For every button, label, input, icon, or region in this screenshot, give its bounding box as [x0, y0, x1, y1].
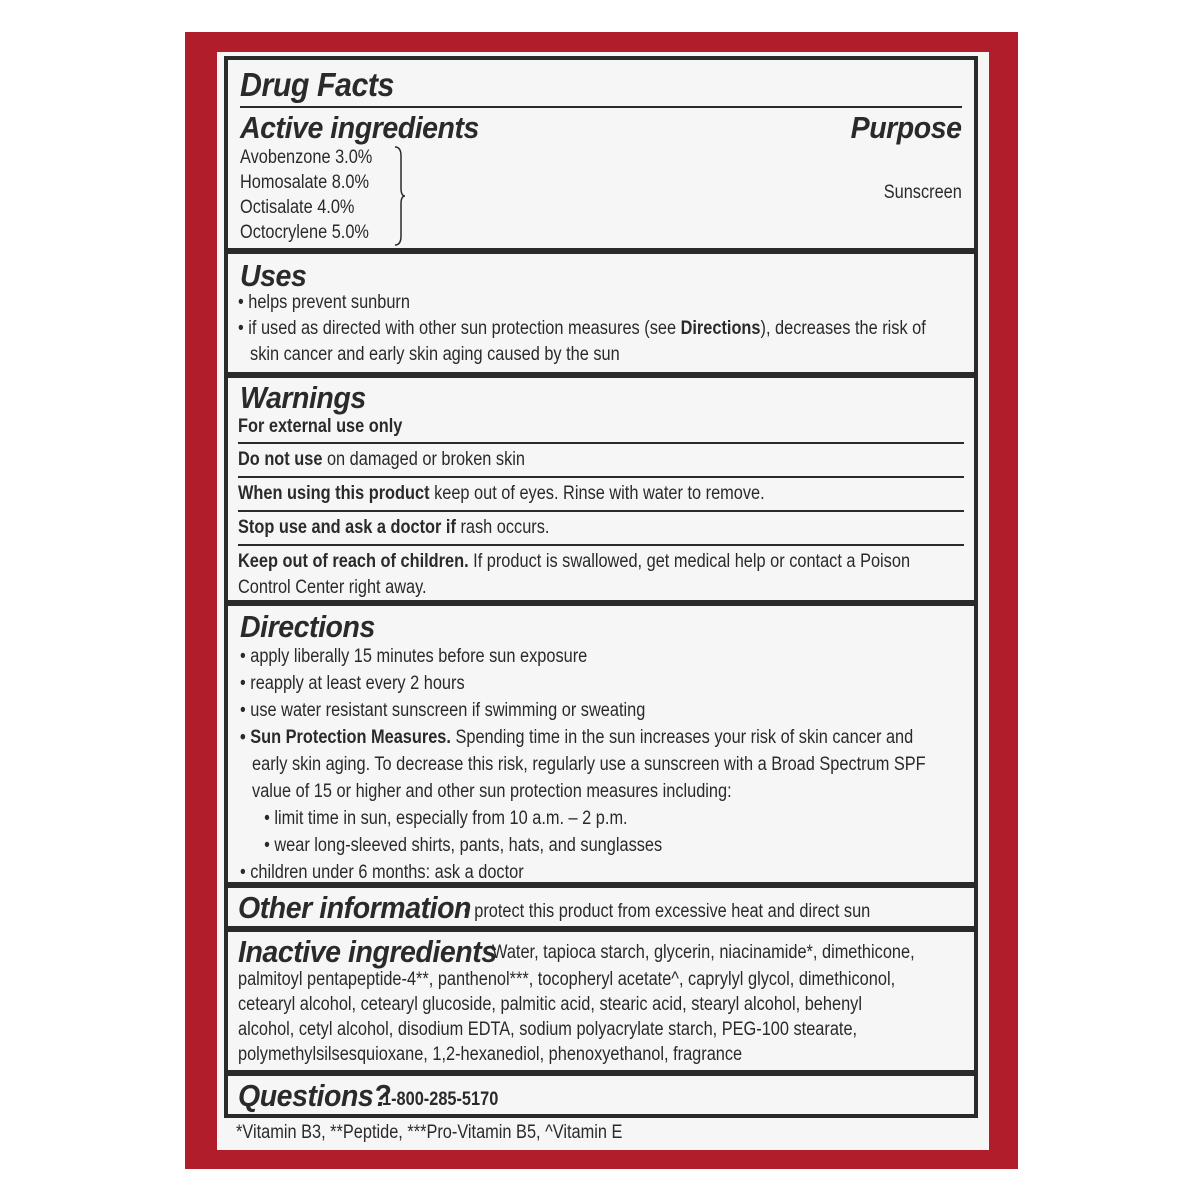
inactive-ingredients-line: Water, tapioca starch, glycerin, niacinamide*, dimethicone,: [492, 942, 915, 963]
drug-facts-title: Drug Facts: [240, 66, 394, 103]
stop-use-line: Stop use and ask a doctor if rash occurs.: [238, 517, 550, 538]
active-ingredient-item: Octisalate 4.0%: [240, 197, 355, 218]
footnote: *Vitamin B3, **Peptide, ***Pro-Vitamin B5, ^Vitamin E: [236, 1122, 623, 1143]
active-ingredient-item: Octocrylene 5.0%: [240, 222, 369, 243]
warnings-rule: [238, 510, 964, 512]
active-ingredients-heading: Active ingredients: [240, 110, 479, 145]
uses-heading: Uses: [240, 258, 307, 293]
uses-item-continued: skin cancer and early skin aging caused by the sun: [250, 344, 620, 365]
uses-item: • helps prevent sunburn: [238, 292, 410, 313]
warnings-rule: [238, 442, 964, 444]
warnings-rule: [238, 476, 964, 478]
uses-item: • if used as directed with other sun protection measures (see Directions), decreases the risk of: [238, 318, 926, 339]
directions-box: [224, 602, 978, 886]
active-ingredient-item: Homosalate 8.0%: [240, 172, 369, 193]
warnings-box: [224, 374, 978, 604]
when-using-line: When using this product keep out of eyes. Rinse with water to remove.: [238, 483, 765, 504]
do-not-use-line: Do not use on damaged or broken skin: [238, 449, 525, 470]
directions-item-continued: early skin aging. To decrease this risk, regularly use a sunscreen with a Broad Spectrum SPF: [252, 754, 926, 775]
directions-item: • children under 6 months: ask a doctor: [240, 862, 524, 883]
directions-item: • reapply at least every 2 hours: [240, 673, 465, 694]
keep-out-line-continued: Control Center right away.: [238, 577, 427, 598]
keep-out-of-reach: [238, 549, 1019, 601]
questions-phone: 1-800-285-5170: [382, 1089, 499, 1110]
active-ingredient-list: [240, 145, 394, 245]
inactive-ingredients-list: [238, 967, 1002, 1067]
uses-list: [238, 290, 1038, 368]
directions-item-continued: value of 15 or higher and other sun protection measures including:: [252, 781, 732, 802]
directions-item: • apply liberally 15 minutes before sun exposure: [240, 646, 588, 667]
questions-heading: Questions?: [238, 1078, 391, 1113]
inactive-ingredients-box: [224, 928, 978, 1074]
purpose-value: Sunscreen: [883, 182, 962, 203]
uses-box: [224, 250, 978, 376]
other-information-heading: Other information: [238, 890, 472, 925]
inactive-ingredients-line: palmitoyl pentapeptide-4**, panthenol***, tocopheryl acetate^, caprylyl glycol, dimethiconol,: [238, 969, 896, 990]
questions-box: [224, 1072, 978, 1118]
directions-list: [240, 643, 1037, 886]
title-rule: [240, 106, 962, 108]
inactive-ingredients-line: polymethylsilsesquioxane, 1,2-hexanediol, phenoxyethanol, fragrance: [238, 1044, 743, 1065]
other-information-text: • protect this product from excessive heat and direct sun: [464, 901, 871, 922]
directions-item: • use water resistant sunscreen if swimming or sweating: [240, 700, 646, 721]
directions-item: • Sun Protection Measures. Spending time in the sun increases your risk of skin cancer and: [240, 727, 914, 748]
drug-facts-box: [224, 56, 978, 252]
inactive-ingredients-heading: Inactive ingredients: [238, 934, 497, 969]
active-ingredient-item: Avobenzone 3.0%: [240, 147, 373, 168]
directions-heading: Directions: [240, 609, 375, 644]
other-information-box: [224, 884, 978, 930]
external-use-line: For external use only: [238, 416, 403, 437]
warnings-heading: Warnings: [240, 380, 366, 415]
directions-subitem: • wear long-sleeved shirts, pants, hats, and sunglasses: [264, 835, 663, 856]
purpose-heading: Purpose: [851, 110, 962, 145]
inactive-ingredients-line: cetearyl alcohol, cetearyl glucoside, palmitic acid, stearic acid, stearyl alcohol, behenyl: [238, 994, 862, 1015]
ingredient-brace: [394, 146, 406, 246]
keep-out-line: Keep out of reach of children. If product is swallowed, get medical help or contact a Poison: [238, 551, 911, 572]
inactive-ingredients-line: alcohol, cetyl alcohol, disodium EDTA, sodium polyacrylate starch, PEG-100 stearate,: [238, 1019, 858, 1040]
directions-subitem: • limit time in sun, especially from 10 a.m. – 2 p.m.: [264, 808, 628, 829]
warnings-rule: [238, 544, 964, 546]
